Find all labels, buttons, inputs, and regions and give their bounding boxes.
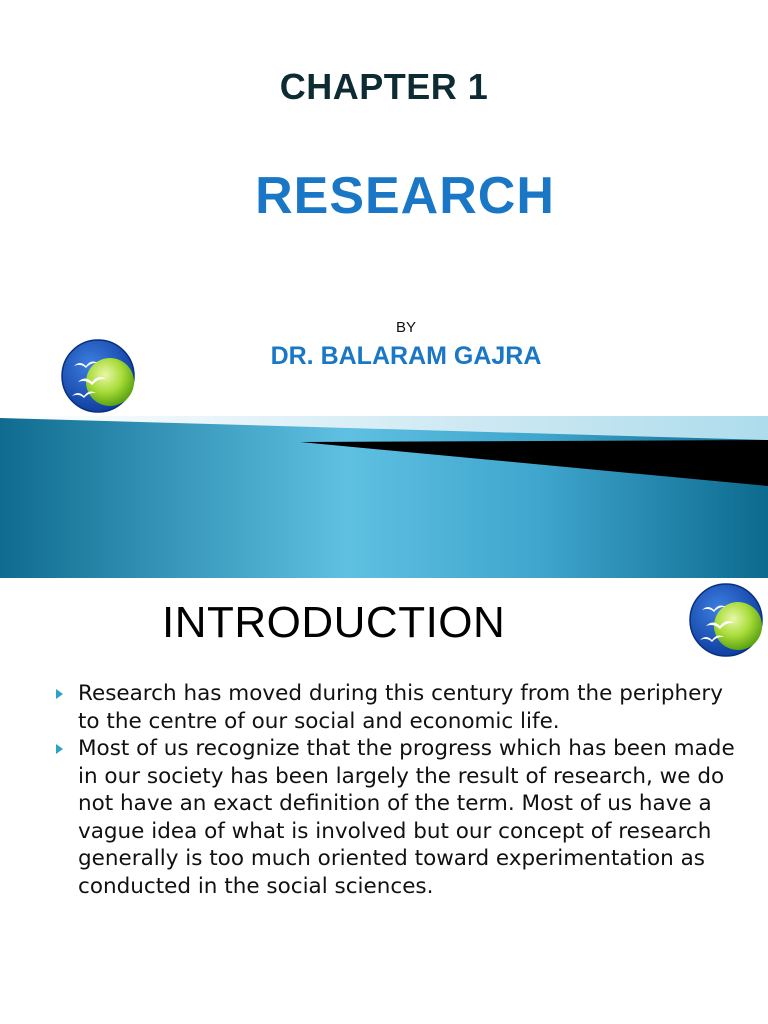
birds-globe-logo-icon [688,582,764,658]
bullet-list [50,680,750,900]
bullet-text: Research has moved during this century from the periphery to the centre of our social and economic life. [78,681,723,734]
bullet-text: Most of us recognize that the progress which has been made in our society has been largely the result of research, we do not have an exact definition of the term. Most of us have a vague idea of what is involved but our concept of research generally is too much oriented toward experimentation as conducted in the social sciences. [78,736,735,899]
introduction-slide [0,578,768,1024]
author-name: DR. BALARAM GAJRA [270,342,542,370]
triangle-bullet-icon [56,689,63,699]
slide-title: RESEARCH [255,167,555,225]
list-item [50,735,750,900]
list-item [50,680,750,735]
slide-title: INTRODUCTION [162,598,506,647]
by-label: BY [395,319,416,336]
chapter-label: CHAPTER 1 [279,66,489,107]
triangle-bullet-icon [56,744,63,754]
decorative-wave-band [0,410,768,578]
birds-globe-logo-icon [60,338,136,414]
